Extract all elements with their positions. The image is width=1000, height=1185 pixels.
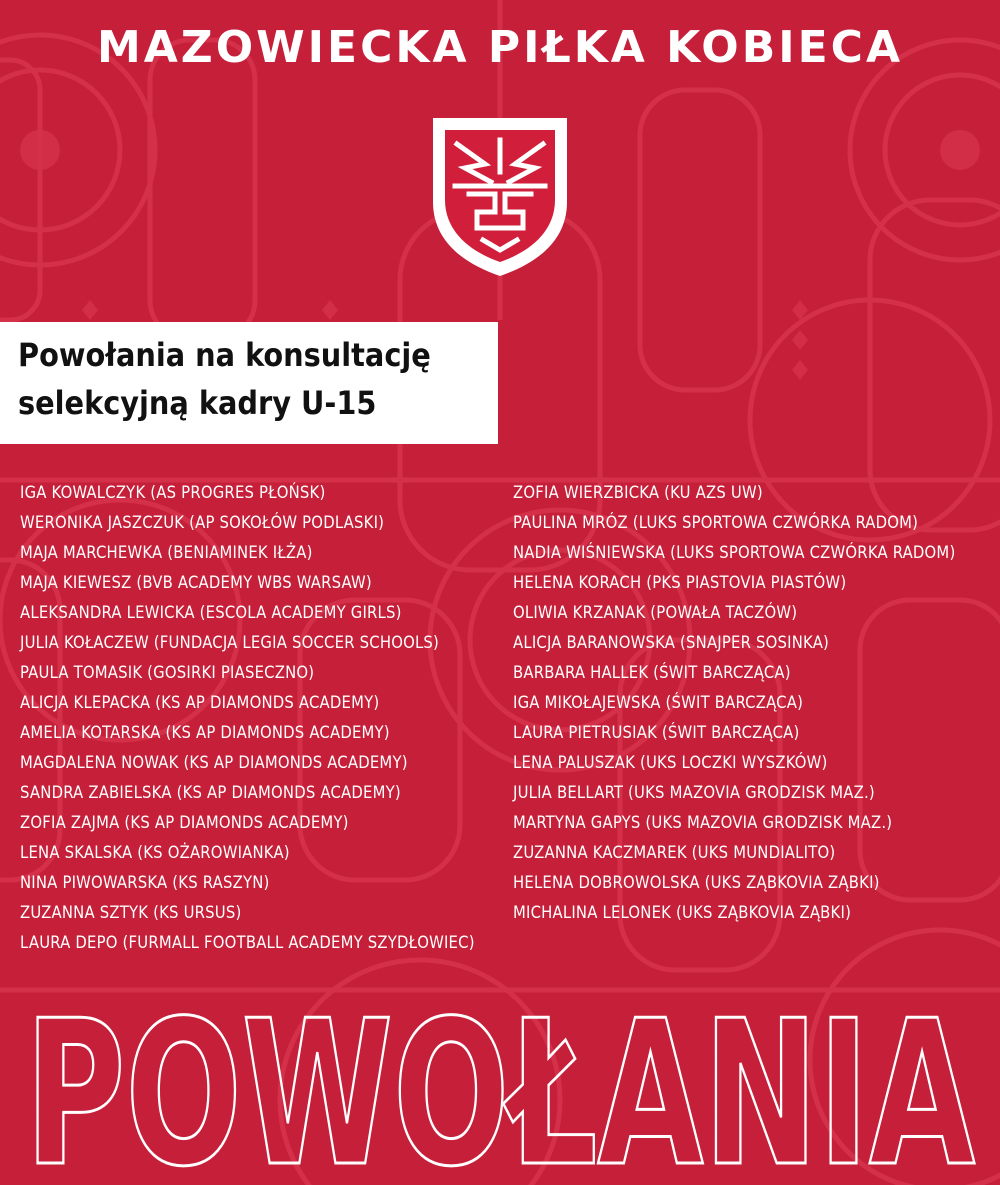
list-item: HELENA DOBROWOLSKA (UKS ZĄBKOVIA ZĄBKI) [513, 873, 880, 892]
list-item: JULIA BELLART (UKS MAZOVIA GRODZISK MAZ.) [513, 783, 875, 802]
page-title: MAZOWIECKA PIŁKA KOBIECA [96, 22, 904, 73]
subtitle-line-1: Powołania na konsultację [18, 336, 431, 374]
list-item: OLIWIA KRZANAK (POWAŁA TACZÓW) [513, 603, 798, 622]
list-item: ZUZANNA SZTYK (KS URSUS) [20, 903, 242, 922]
list-item: MAGDALENA NOWAK (KS AP DIAMONDS ACADEMY) [20, 753, 408, 772]
list-item: LENA PALUSZAK (UKS LOCZKI WYSZKÓW) [513, 753, 828, 772]
players-list-left [20, 478, 475, 958]
big-word-outline [20, 985, 980, 1175]
subtitle-line-2: selekcyjną kadry U-15 [18, 384, 377, 422]
list-item: WERONIKA JASZCZUK (AP SOKOŁÓW PODLASKI) [20, 513, 385, 532]
list-item: ZUZANNA KACZMAREK (UKS MUNDIALITO) [513, 843, 836, 862]
eagle-crest-icon [425, 112, 575, 280]
list-item: ALEKSANDRA LEWICKA (ESCOLA ACADEMY GIRLS) [20, 603, 402, 622]
list-item: IGA KOWALCZYK (AS PROGRES PŁOŃSK) [20, 483, 326, 502]
subtitle-box [0, 322, 498, 444]
list-item: PAULA TOMASIK (GOSIRKI PIASECZNO) [20, 663, 315, 682]
list-item: ALICJA BARANOWSKA (SNAJPER SOSINKA) [513, 633, 830, 652]
big-word-text: POWOŁANIA [25, 985, 975, 1175]
list-item: MAJA KIEWESZ (BVB ACADEMY WBS WARSAW) [20, 573, 372, 592]
list-item: ZOFIA ZAJMA (KS AP DIAMONDS ACADEMY) [20, 813, 349, 832]
list-item: AMELIA KOTARSKA (KS AP DIAMONDS ACADEMY) [20, 723, 390, 742]
list-item: ZOFIA WIERZBICKA (KU AZS UW) [513, 483, 763, 502]
list-item: MARTYNA GAPYS (UKS MAZOVIA GRODZISK MAZ.) [513, 813, 893, 832]
list-item: SANDRA ZABIELSKA (KS AP DIAMONDS ACADEMY) [20, 783, 401, 802]
list-item: BARBARA HALLEK (ŚWIT BARCZĄCA) [513, 663, 791, 682]
list-item: JULIA KOŁACZEW (FUNDACJA LEGIA SOCCER SCHOOLS) [20, 633, 440, 652]
list-item: LENA SKALSKA (KS OŻAROWIANKA) [20, 843, 290, 862]
list-item: LAURA PIETRUSIAK (ŚWIT BARCZĄCA) [513, 723, 800, 742]
list-item: LAURA DEPO (FURMALL FOOTBALL ACADEMY SZYDŁOWIEC) [20, 933, 475, 952]
list-item: HELENA KORACH (PKS PIASTOVIA PIASTÓW) [513, 573, 847, 592]
players-list-right [513, 478, 955, 928]
list-item: MICHALINA LELONEK (UKS ZĄBKOVIA ZĄBKI) [513, 903, 852, 922]
list-item: NADIA WIŚNIEWSKA (LUKS SPORTOWA CZWÓRKA RADOM) [513, 543, 956, 562]
list-item: NINA PIWOWARSKA (KS RASZYN) [20, 873, 270, 892]
list-item: PAULINA MRÓZ (LUKS SPORTOWA CZWÓRKA RADOM) [513, 513, 919, 532]
list-item: IGA MIKOŁAJEWSKA (ŚWIT BARCZĄCA) [513, 693, 804, 712]
list-item: MAJA MARCHEWKA (BENIAMINEK IŁŻA) [20, 543, 313, 562]
list-item: ALICJA KLEPACKA (KS AP DIAMONDS ACADEMY) [20, 693, 380, 712]
